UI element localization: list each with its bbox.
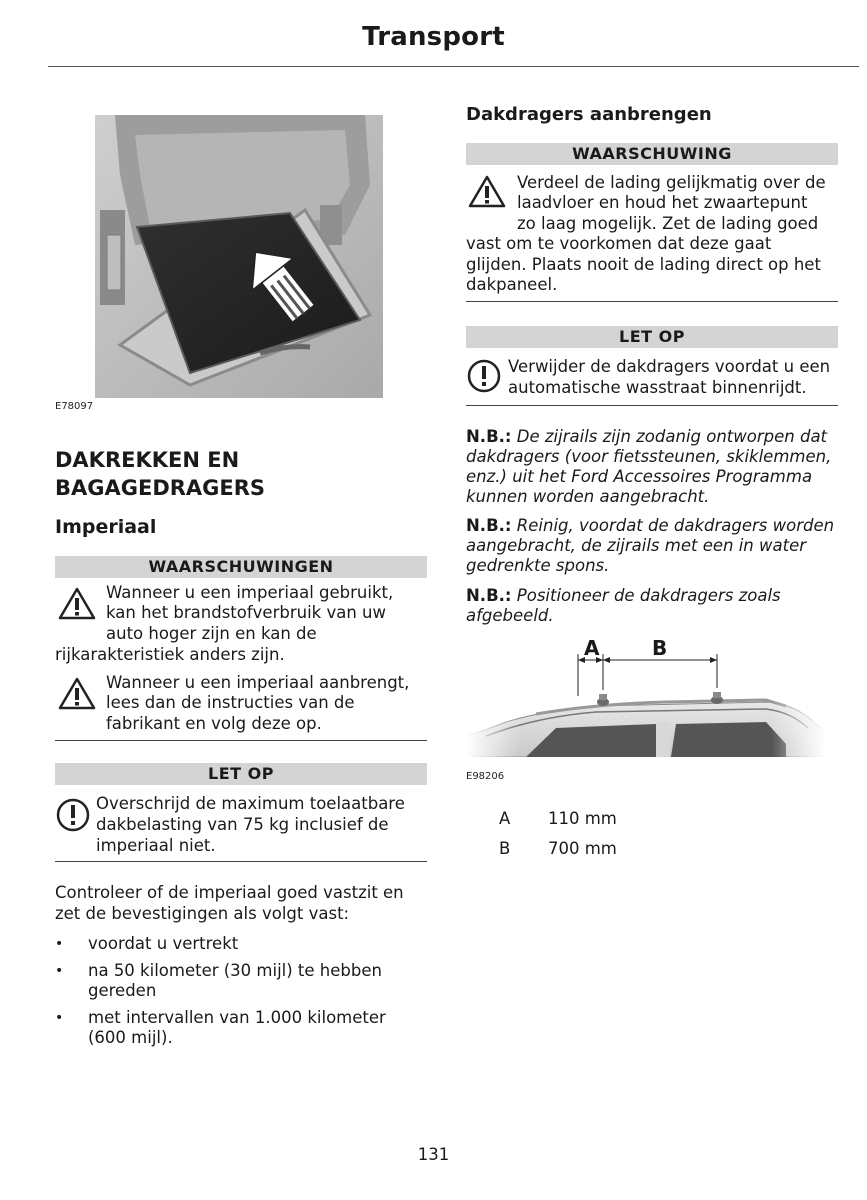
note-1-line3: enz.) uit het Ford Accessoires Programma xyxy=(466,467,813,486)
warnings-bottom-rule xyxy=(55,740,427,741)
right-caution-bottom-rule xyxy=(466,405,838,406)
bullet-2-line2: gereden xyxy=(88,981,157,1000)
bullet-dot: • xyxy=(55,1010,64,1026)
caution-line1: Overschrijd de maximum toelaatbare xyxy=(96,794,405,813)
bullet-dot: • xyxy=(55,936,64,952)
paragraph-line2: zet de bevestigingen als volgt vast: xyxy=(55,904,350,923)
dimension-value-b: 700 mm xyxy=(548,839,617,858)
bullet-dot: • xyxy=(55,963,64,979)
note-2-line3: gedrenkte spons. xyxy=(466,556,610,575)
right-caution-line1: Verwijder de dakdragers voordat u een xyxy=(508,357,831,376)
page-number: 131 xyxy=(417,1145,450,1164)
note-2-line2: aangebracht, de zijrails met een in water xyxy=(466,536,807,555)
warning-triangle-icon xyxy=(57,676,97,712)
diagram-label-b: B xyxy=(652,636,668,660)
caution-bottom-rule xyxy=(55,861,427,862)
right-section-title: Dakdragers aanbrengen xyxy=(466,104,712,125)
figure-id: E98206 xyxy=(466,771,505,782)
paragraph-line1: Controleer of de imperiaal goed vastzit en xyxy=(55,883,404,902)
bullet-list xyxy=(55,934,427,1054)
dimension-key-a: A xyxy=(499,809,511,828)
right-warning-line3: zo laag mogelijk. Zet de lading goed xyxy=(517,214,819,233)
figure-id: E78097 xyxy=(55,401,94,412)
page-title: Transport xyxy=(362,22,505,52)
right-warning-line1: Verdeel de lading gelijkmatig over de xyxy=(517,173,826,192)
right-warning-line5: glijden. Plaats nooit de lading direct op het xyxy=(466,255,821,274)
caution-line2: dakbelasting van 75 kg inclusief de xyxy=(96,815,389,834)
right-warning-line4: vast om te voorkomen dat deze gaat xyxy=(466,234,772,253)
dimension-value-a: 110 mm xyxy=(548,809,617,828)
load-floor-photo xyxy=(95,115,383,398)
warning-2-line2: lees dan de instructies van de xyxy=(106,693,355,712)
caution-line3: imperiaal niet. xyxy=(96,836,216,855)
section-title-line1: DAKREKKEN EN xyxy=(55,448,240,472)
warning-2-line1: Wanneer u een imperiaal aanbrengt, xyxy=(106,673,410,692)
right-caution-header: LET OP xyxy=(466,326,838,348)
right-warning-line2: laadvloer en houd het zwaartepunt xyxy=(517,193,808,212)
warning-1-line2: kan het brandstofverbruik van uw xyxy=(106,603,387,622)
right-warning-header: WAARSCHUWING xyxy=(466,143,838,165)
note-3-line1: N.B.: Positioneer de dakdragers zoals xyxy=(466,586,781,605)
warning-1-line4: rijkarakteristiek anders zijn. xyxy=(55,645,285,664)
warning-2-line3: fabrikant en volg deze op. xyxy=(106,714,322,733)
bullet-2-line1: na 50 kilometer (30 mijl) te hebben xyxy=(88,961,382,980)
header-divider xyxy=(48,66,859,67)
right-warning-line6: dakpaneel. xyxy=(466,275,558,294)
note-1-line1: N.B.: De zijrails zijn zodanig ontworpen dat xyxy=(466,427,828,446)
bullet-1: voordat u vertrekt xyxy=(88,934,239,953)
subsection-title: Imperiaal xyxy=(55,516,157,538)
note-1-line4: kunnen worden aangebracht. xyxy=(466,487,710,506)
warning-1-line1: Wanneer u een imperiaal gebruikt, xyxy=(106,583,394,602)
note-2-line1: N.B.: Reinig, voordat de dakdragers worden xyxy=(466,516,835,535)
bullet-3-line1: met intervallen van 1.000 kilometer xyxy=(88,1008,386,1027)
note-3-line2: afgebeeld. xyxy=(466,606,554,625)
right-warning-bottom-rule xyxy=(466,301,838,302)
caution-header: LET OP xyxy=(55,763,427,785)
warning-triangle-icon xyxy=(57,586,97,622)
exclamation-circle-icon xyxy=(55,797,91,833)
diagram-label-a: A xyxy=(584,636,600,660)
dimension-key-b: B xyxy=(499,839,511,858)
note-1-line2: dakdragers (voor fietssteunen, skiklemmen, xyxy=(466,447,832,466)
section-title-line2: BAGAGEDRAGERS xyxy=(55,476,266,500)
warnings-header: WAARSCHUWINGEN xyxy=(55,556,427,578)
bullet-3-line2: (600 mijl). xyxy=(88,1028,173,1047)
right-caution-line2: automatische wasstraat binnenrijdt. xyxy=(508,378,807,397)
exclamation-circle-icon xyxy=(466,358,502,394)
warning-1-line3: auto hoger zijn en kan de xyxy=(106,624,317,643)
warning-triangle-icon xyxy=(467,174,507,210)
roof-rack-diagram xyxy=(466,632,826,757)
